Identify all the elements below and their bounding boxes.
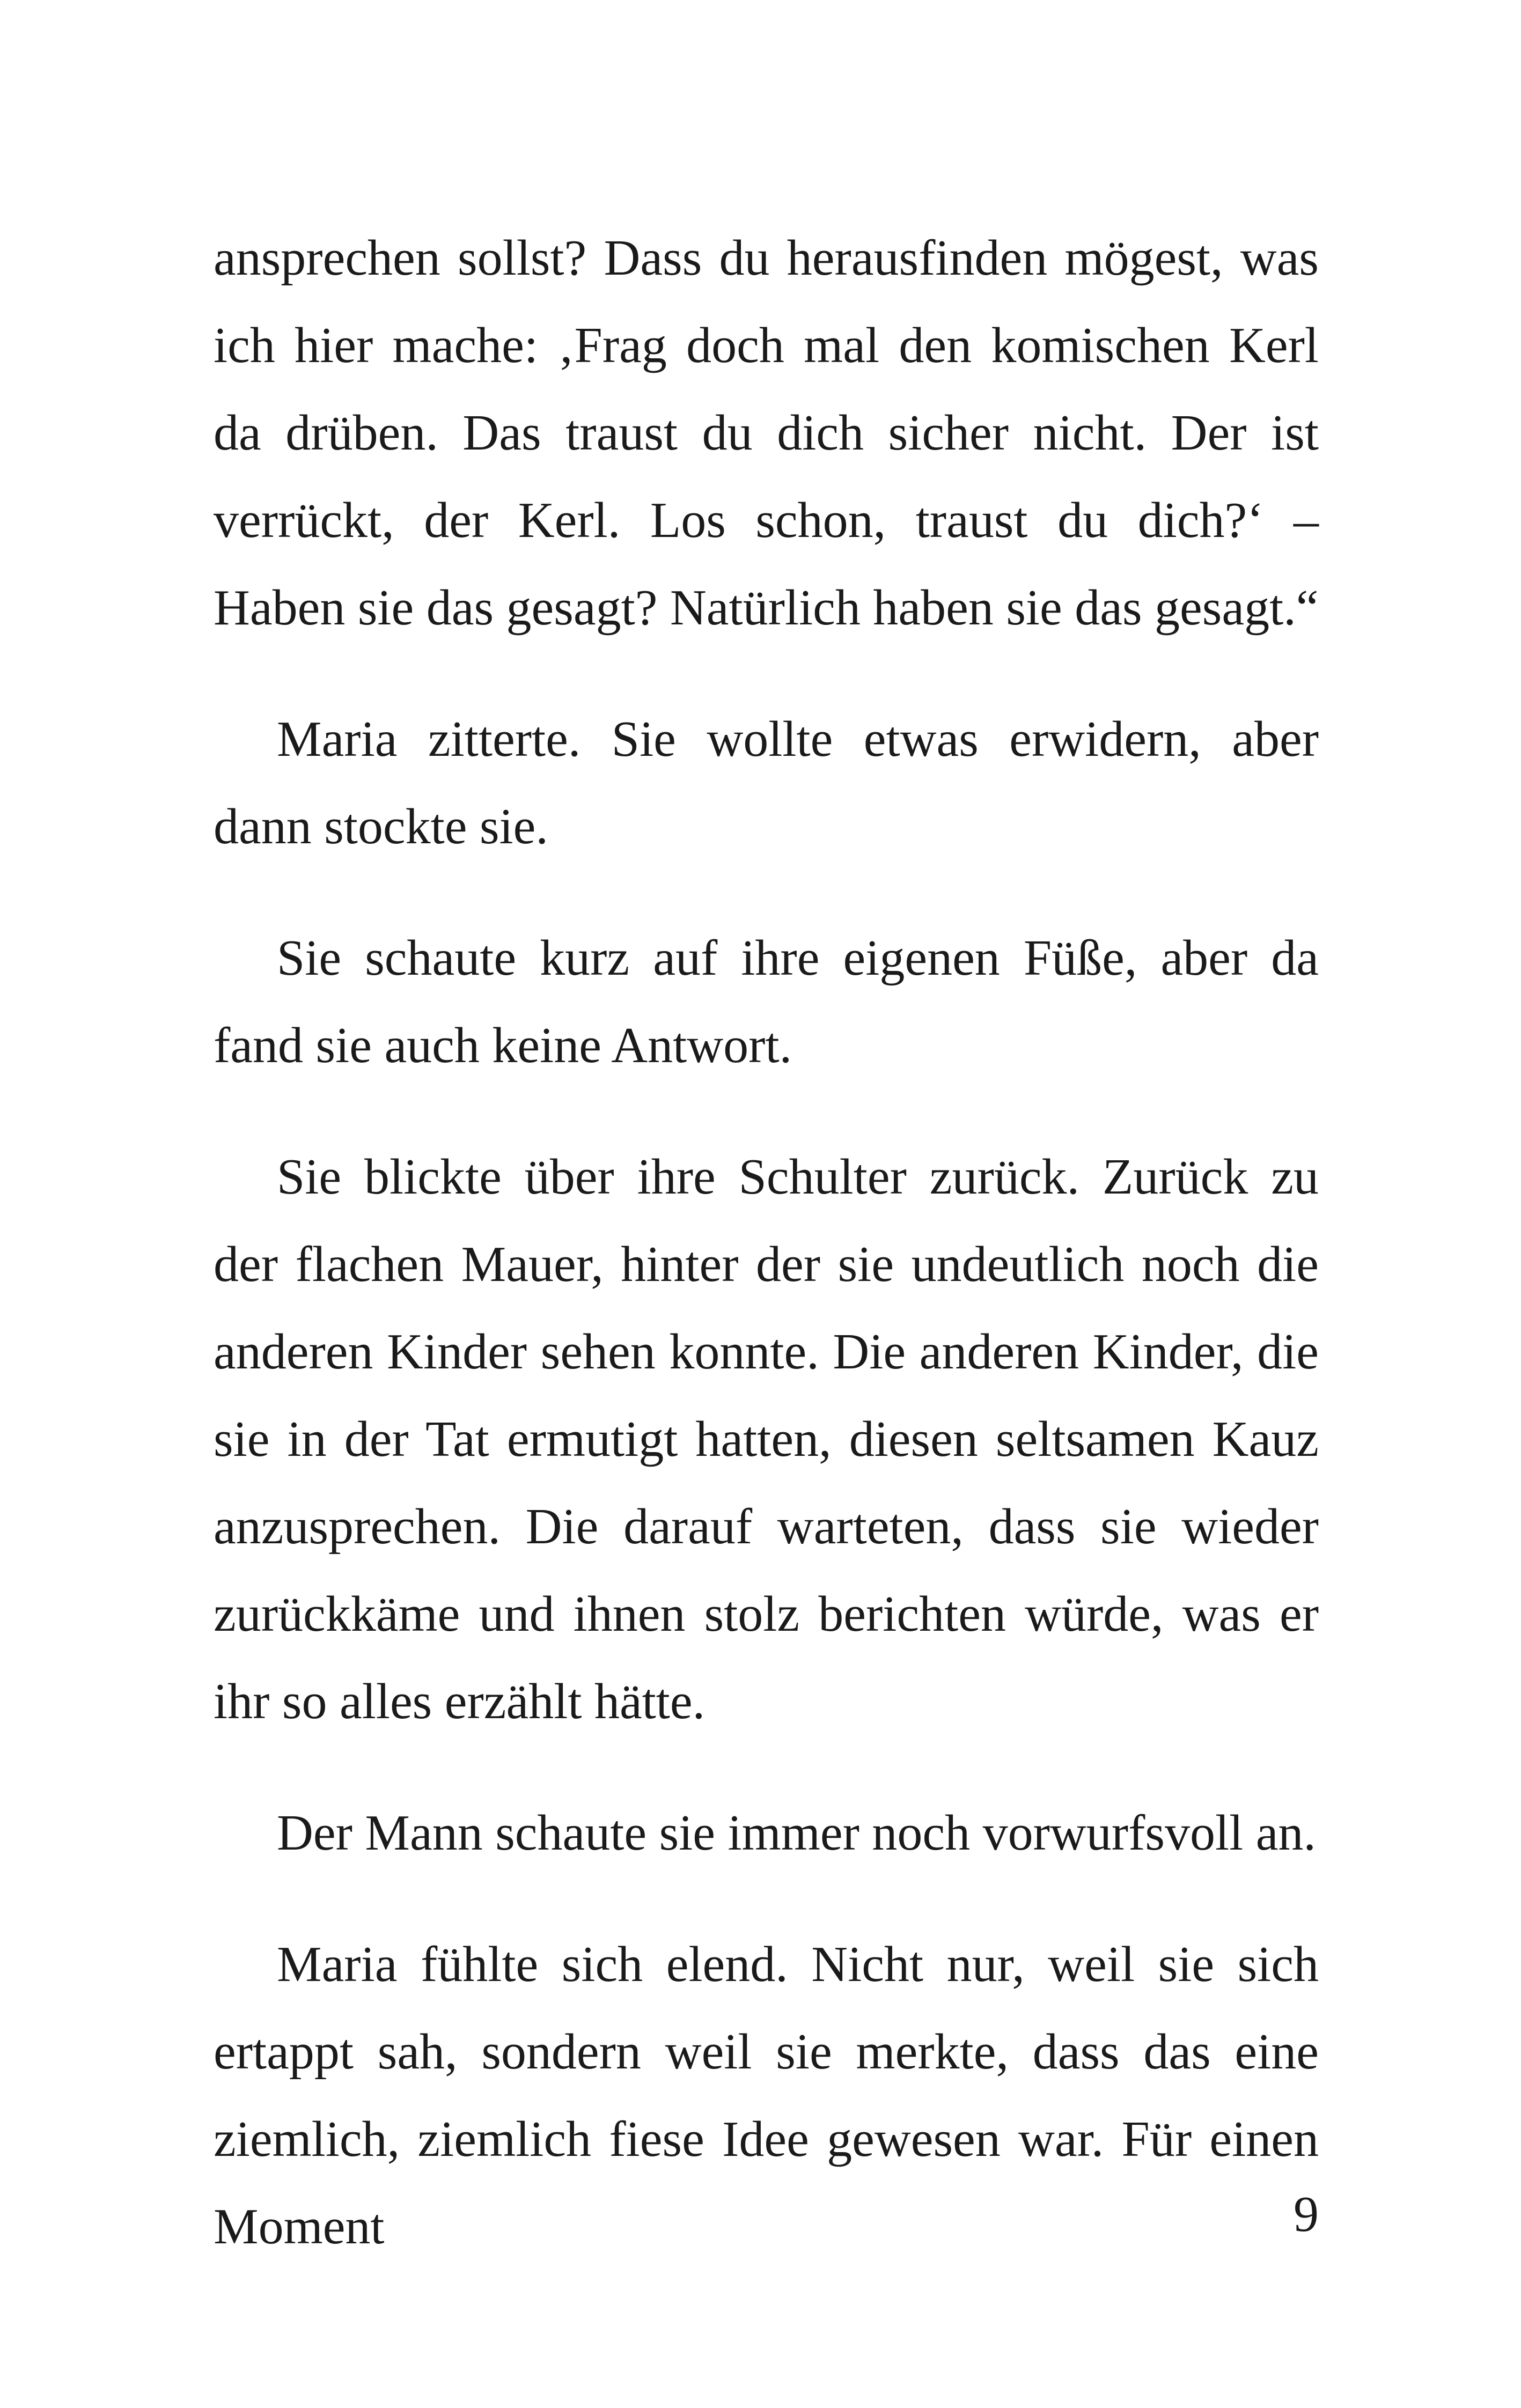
paragraph: Maria fühlte sich elend. Nicht nur, weil sie sich ertappt sah, sondern weil sie merkte, dass das eine ziemlich, ziemlich fiese Idee gewesen war. Für einen Moment xyxy=(214,1936,1319,2255)
paragraph: Sie schaute kurz auf ihre eigenen Füße, aber da fand sie auch keine Antwort. xyxy=(214,930,1319,1073)
page-number: 9 xyxy=(1294,2186,1319,2242)
paragraph: Sie blickte über ihre Schulter zurück. Zurück zu der flachen Mauer, hinter der sie undeutlich noch die anderen Kinder sehen konnte. Die anderen Kinder, die sie in der Tat ermutigt hatten, diesen seltsamen Kauz anzusprechen. Die darauf warteten, dass sie wieder zurückkäme und ihnen stolz berichten würde, was er ihr so alles erzählt hätte. xyxy=(214,1149,1319,1729)
paragraph: Der Mann schaute sie immer noch vorwurfsvoll an. xyxy=(277,1805,1316,1861)
paragraph-continued: ansprechen sollst? Dass du herausfinden mögest, was ich hier mache: ‚Frag doch mal den komischen Kerl da drüben. Das traust du dich sicher nicht. Der ist verrückt, der Kerl. Los schon, traust du dich?‘ – Haben sie das gesagt? Natürlich haben sie das gesagt.“ xyxy=(214,230,1319,636)
paragraph: Maria zitterte. Sie wollte etwas erwidern, aber dann stockte sie. xyxy=(214,711,1319,855)
body-text xyxy=(214,215,1319,2271)
